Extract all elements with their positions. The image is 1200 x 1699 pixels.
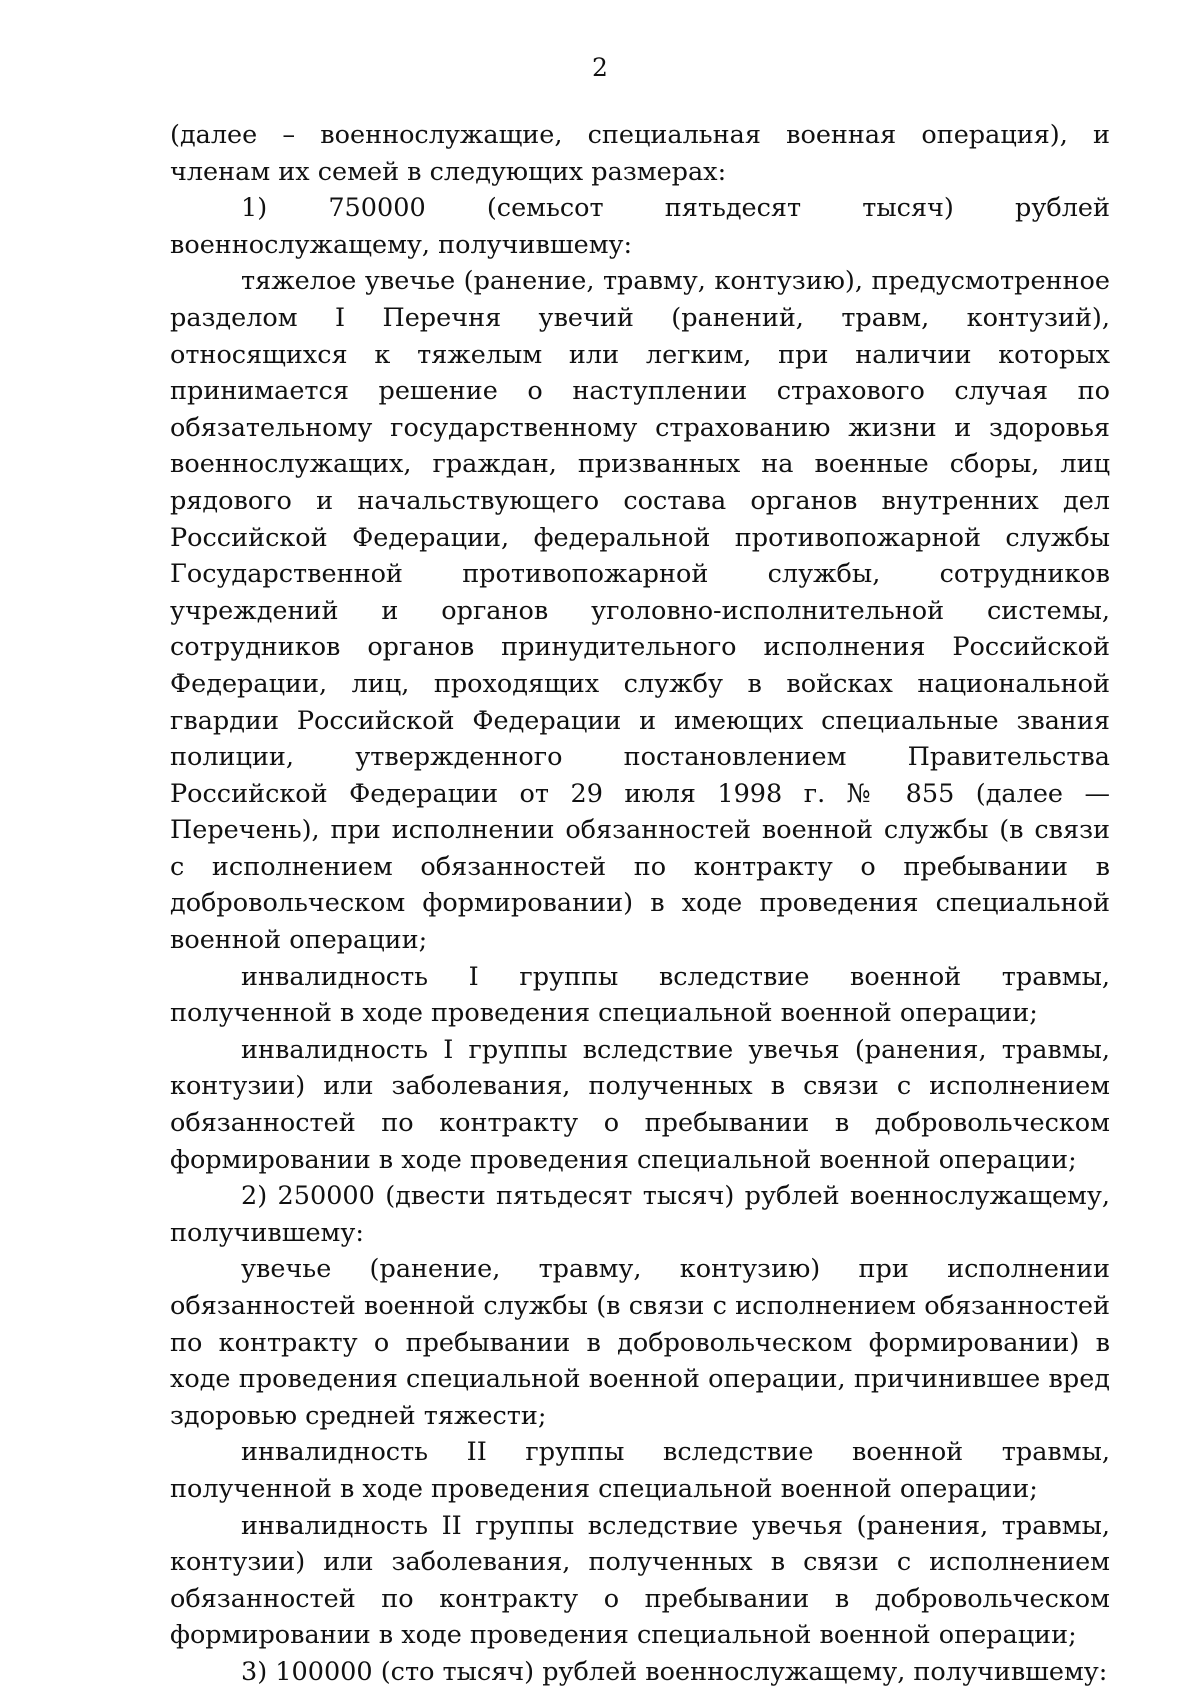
paragraph: инвалидность II группы вследствие военной травмы, полученной в ходе проведения специальной военной операции;: [170, 1437, 1110, 1504]
paragraph: инвалидность I группы вследствие увечья (ранения, травмы, контузии) или заболевания, полученных в связи с исполнением обязанностей по контракту о пребывании в добровольческом формировании в ходе проведения специальной военной операции;: [170, 1034, 1110, 1175]
paragraph: инвалидность I группы вследствие военной травмы, полученной в ходе проведения специальной военной операции;: [170, 961, 1110, 1029]
paragraph: увечье (ранение, травму, контузию) при исполнении обязанностей военной службы (в связи с исполнением обязанностей по контракту о пребывании в добровольческом формировании) в ходе проведения специальной военной операции, причинившее вред здоровью средней тяжести;: [170, 1254, 1110, 1431]
paragraph-item-2: 2) 250000 (двести пятьдесят тысяч) рублей военнослужащему, получившему:: [170, 1181, 1110, 1248]
document-body: [170, 117, 1110, 1691]
paragraph-item-1: 1) 750000 (семьсот пятьдесят тысяч) рублей военнослужащему, получившему:: [170, 193, 1110, 260]
paragraph-item-3: 3) 100000 (сто тысяч) рублей военнослужащему, получившему:: [241, 1656, 1108, 1687]
paragraph: инвалидность II группы вследствие увечья (ранения, травмы, контузии) или заболевания, полученных в связи с исполнением обязанностей по контракту о пребывании в добровольческом формировании в ходе проведения специальной военной операции;: [170, 1510, 1110, 1651]
paragraph: (далее – военнослужащие, специальная военная операция), и членам их семей в следующих размерах:: [170, 120, 1110, 187]
page-number: 2: [592, 53, 608, 82]
paragraph: тяжелое увечье (ранение, травму, контузию), предусмотренное разделом I Перечня увечий (ранений, травм, контузий), относящихся к тяжелым или легким, при наличии которых принимается решение о наступлении страхового случая по обязательному государственному страхованию жизни и здоровья военнослужащих, граждан, призванных на военные сборы, лиц рядового и начальствующего состава органов внутренних дел Российской Федерации, федеральной противопожарной службы Государственной противопожарной службы, сотрудников учреждений и органов уголовно-исполнительной системы, сотрудников органов принудительного исполнения Российской Федерации, лиц, проходящих службу в войсках национальной гвардии Российской Федерации и имеющих специальные звания полиции, утвержденного постановлением Правительства Российской Федерации от 29 июля 1998 г. № 855 (далее — Перечень), при исполнении обязанностей военной службы (в связи с исполнением обязанностей по контракту о пребывании в добровольческом формировании) в ходе проведения специальной военной операции;: [170, 266, 1110, 956]
